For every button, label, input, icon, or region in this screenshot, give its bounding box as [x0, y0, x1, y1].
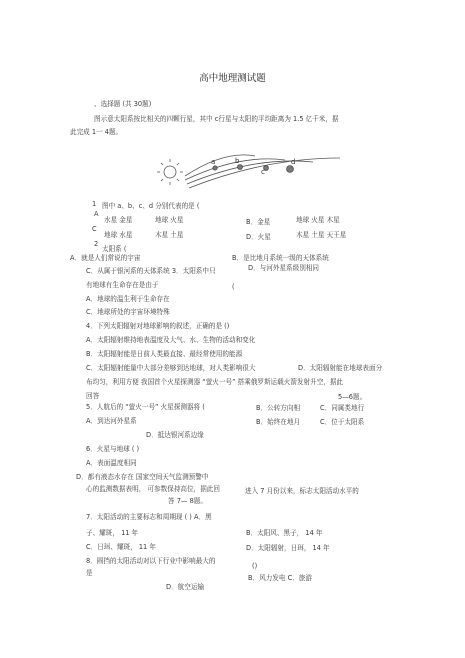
q1-option-b-1: B．金星 [246, 218, 271, 226]
q8-stem: 8．圆挡的太阳活动对以下行业中影响最大的 [86, 557, 216, 565]
planet-label-c: c [261, 168, 265, 176]
planet-label-d: d [291, 158, 296, 166]
q1-option-d-1: D．火星 [246, 233, 271, 241]
q6-answer-range: 答 7— 8题。 [168, 497, 207, 505]
q5-option-b-2: B．始终在地月 [256, 418, 301, 426]
q2-option-c: C．从属于银河系的天体系统 3．太阳系中只 [86, 267, 216, 275]
q7-option-d: D．太阳辐射，日珥， 14 年 [246, 544, 330, 552]
q1-stem: 图中 a、b、c、d 分别代表的是 ( [102, 202, 200, 210]
q7-option-b: B．太阳风、黑子， 14 年 [246, 529, 323, 537]
q5-option-c-2: C．位于太阳系 [320, 418, 365, 426]
q3-stem: 有地球有生命存在是由于 [86, 281, 159, 289]
q4-option-a: A．太阳辐射维持地表温度及大气、水、生物的活动和变化 [86, 336, 256, 344]
intro-line-1: 图示意太阳系按比相关的四颗行星，其中 c行星与太阳的平均距离为 1.5 亿千米，据 [94, 115, 339, 123]
q4-option-c: C．太阳辐射能量中大部分差够到达地球，对人类影响很大 [86, 364, 256, 372]
q1-option-b-2: 地球 火星 木星 [296, 216, 340, 224]
q4-answer-label: 回答 [86, 392, 100, 400]
q4-range: 5—6题。 [338, 393, 367, 401]
q3-option-a: A．地球的温生利于生命存在 [86, 295, 170, 303]
intro-line-2: 此完成 1一 4题。 [70, 128, 123, 136]
q1-number: 1 [92, 200, 97, 208]
planet-label-b: b [235, 157, 240, 165]
q2-option-a: A．就是人们常说的宇宙 [70, 254, 141, 262]
q3-paren: ( [232, 283, 235, 291]
q1-option-a-1: 水星 金星 [104, 216, 133, 224]
q7-option-c: C．日珥、耀斑， 11 年 [86, 543, 156, 551]
q4-option-b: B．太阳辐射能是日前人类最直接、最经常使用的能源 [86, 350, 243, 358]
q8-option-d: D．航空运输 [166, 583, 205, 591]
q1-option-c-1: 地球 水星 [104, 231, 133, 239]
solar-system-diagram [145, 148, 345, 208]
q7-stem: 7．太阳活动的主要标志和周期现 ( ) A．黑 [86, 513, 212, 521]
q1-option-c-letter: C [92, 225, 97, 233]
planet-label-a: a [211, 158, 216, 166]
q8-paren: () [252, 562, 258, 570]
q6-option-a: A．表面温度相同 [86, 459, 137, 467]
q2-stem: 太阳系 ( [102, 245, 127, 253]
q5-option-a: A．到达河外星系 [86, 417, 137, 425]
q7-option-a: 子、耀斑， 11 年 [86, 529, 139, 537]
q5-stem: 5．人航后的 “萤火一号” 火星探测器将 ( [86, 403, 205, 411]
q4-option-d: D．太阳辐射能在地球表面分 [298, 364, 383, 372]
q1-option-a-letter: A [94, 210, 99, 218]
q6-right-text: 进入 7 月份以来，标志太阳活动水平的 [245, 487, 359, 495]
section-heading: 、选择题 (共 30题) [94, 100, 152, 108]
q6-option-d: D．都有液态水存在 国家空间天气监测预警中 [76, 473, 209, 481]
q1-option-a-2: 地球 火星 [155, 216, 184, 224]
q6-option-d-cont: 心的监测数据表明， 可参数保持高位，据此回 [86, 485, 220, 493]
q1-option-c-2: 木星 土星 [155, 231, 184, 239]
q2-option-d: D．与河外星系级别相同 [248, 264, 320, 272]
q3-option-c: C．地球所处的宇宙环境特殊 [86, 308, 170, 316]
page-title: 高中地理测试题 [199, 73, 266, 84]
q8-stem-cont: 是 [86, 569, 93, 577]
q5-option-c: C．同属类地行 [320, 404, 365, 412]
q4-option-d-cont: 布均匀，利用方便 我国首个火星探测器 “萤火一号” 搭乘俄罗斯运载火箭发射升空，据此 [86, 378, 344, 386]
q1-option-d-2: 木星 土星 天王星 [296, 231, 347, 239]
q2-option-b: B．是比地月系统一级的天体系统 [232, 254, 329, 262]
q5-option-d: D．抵达银河系边缘 [146, 431, 204, 439]
q4-stem: 4．下列太阳辐射对地球影响的叙述，正确的是 () [86, 322, 230, 330]
q6-stem: 6．火星与地球 ( ) [86, 445, 140, 453]
q5-option-b: B．公转方向相 [256, 404, 301, 412]
q2-number: 2 [94, 240, 99, 248]
q8-options-b-c: B．风力发电 C．旅游 [248, 574, 312, 582]
